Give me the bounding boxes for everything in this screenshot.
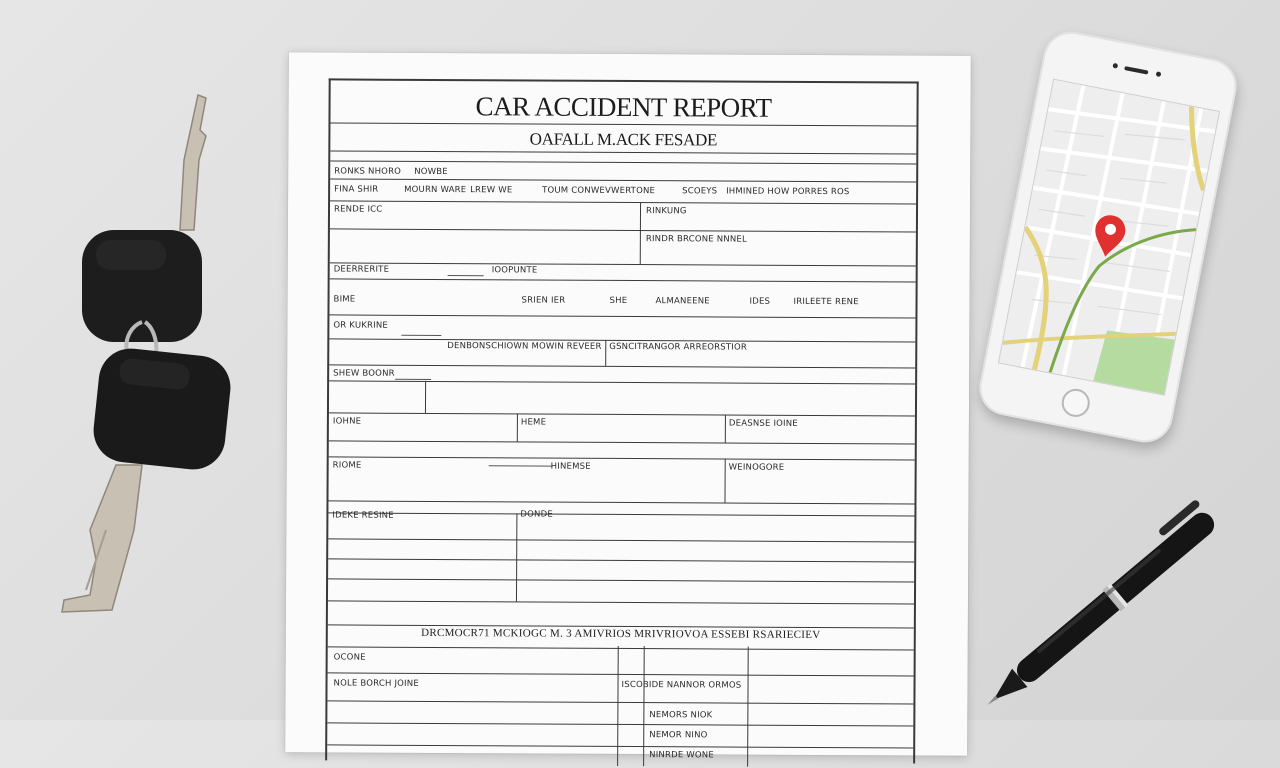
field-label: SHEW BOONR: [333, 368, 395, 379]
pen-image: [960, 470, 1280, 720]
field-label: FINA SHIR: [334, 184, 379, 195]
field-label: ISCOBIDE NANNOR ORMOS: [621, 679, 742, 691]
section-heading: DRCMOCR71 MCKIOGC M. 3 AMIVRIOS MRIVRIOVOA ESSEBI RSARIECIEV: [421, 626, 821, 642]
field-label: DEERRERITE: [333, 264, 390, 275]
field-label: NEMORS NIOK: [649, 710, 713, 721]
field-label: DONDE: [520, 509, 553, 520]
accident-report-paper: [285, 52, 971, 761]
field-label: IOOPUNTE: [491, 265, 538, 276]
field-label: IDES: [749, 296, 771, 307]
field-label: RONKS NHORO: [334, 166, 402, 177]
field-label: HINEMSE: [550, 461, 591, 472]
field-label: GSNCITRANGOR ARREORSTIOR: [609, 341, 748, 353]
field-label: IRILEETE RENE: [793, 296, 859, 308]
field-label: WEINOGORE: [728, 462, 785, 473]
field-label: ALMANEENE: [655, 296, 710, 307]
field-label: DENBONSCHIOWN MOWIN REVEER: [447, 341, 602, 352]
field-label: NINRDE WONE: [649, 750, 714, 761]
field-label: OR KUKRINE: [333, 320, 389, 331]
key-blade-upper: [180, 95, 206, 230]
field-label: HEME: [520, 417, 547, 428]
car-keys-image: [50, 90, 260, 620]
form-subtitle: OAFALL M.ACK FESADE: [529, 129, 718, 150]
key-blade-lower: [62, 465, 142, 612]
field-label: RINKUNG: [645, 206, 687, 217]
field-label: SRIEN IER: [521, 295, 566, 306]
field-label: IHMINED HOW PORRES ROS: [726, 186, 850, 198]
smartphone: [975, 27, 1242, 447]
field-label: SCOEYS: [682, 186, 718, 197]
field-label: IOHNE: [332, 416, 362, 427]
field-label: TOUM CONWEVWERTONE: [542, 185, 656, 197]
field-label: NOWBE: [414, 166, 448, 178]
field-label: SHE: [609, 295, 628, 306]
field-label: RINDR BRCONE NNNEL: [645, 234, 747, 245]
field-label: NOLE BORCH JOINE: [333, 678, 419, 689]
report-form: [325, 78, 919, 763]
form-title: CAR ACCIDENT REPORT: [475, 91, 772, 123]
field-label: BIME: [333, 294, 356, 305]
field-label: OCONE: [333, 652, 366, 663]
field-label: RENDE ICC: [333, 204, 383, 215]
field-label: RIOME: [332, 460, 362, 471]
field-label: MOURN WARE: [404, 184, 467, 196]
field-label: LREW WE: [470, 185, 513, 196]
field-label: IDEKE RESINE: [332, 510, 394, 521]
field-label: NEMOR NINO: [649, 730, 708, 741]
field-label: DEASNSE IOINE: [728, 418, 798, 429]
